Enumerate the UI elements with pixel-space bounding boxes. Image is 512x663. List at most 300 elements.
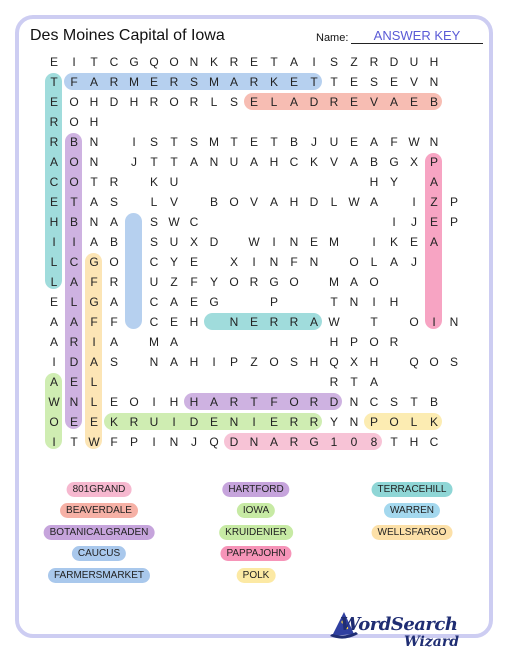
grid-letter: Y xyxy=(389,175,398,189)
grid-letter: P xyxy=(349,335,358,349)
grid-letter: A xyxy=(429,175,438,189)
grid-letter: F xyxy=(110,315,118,329)
grid-letter: L xyxy=(330,195,338,209)
grid-letter: O xyxy=(389,415,399,429)
grid-letter: 0 xyxy=(350,435,358,449)
grid-letter: O xyxy=(369,275,379,289)
grid-letter: E xyxy=(309,235,318,249)
grid-letter: W xyxy=(248,235,260,249)
grid-letter: H xyxy=(309,355,319,369)
grid-letter: P xyxy=(269,295,278,309)
grid-letter: N xyxy=(289,235,299,249)
grid-letter: Z xyxy=(350,55,358,69)
grid-letter: Z xyxy=(170,275,178,289)
logo-subtext: Wizard xyxy=(404,634,459,650)
grid-letter: S xyxy=(329,55,338,69)
grid-letter: Q xyxy=(209,435,219,449)
grid-letter: V xyxy=(369,95,378,109)
grid-letter: L xyxy=(270,95,278,109)
grid-letter: O xyxy=(349,255,359,269)
grid-letter: G xyxy=(129,55,139,69)
grid-letter: E xyxy=(349,75,358,89)
grid-letter: O xyxy=(429,355,439,369)
grid-letter: N xyxy=(169,435,179,449)
grid-letter: F xyxy=(270,395,278,409)
word-list-item: IOWA xyxy=(237,503,275,518)
grid-letter: A xyxy=(389,95,398,109)
grid-letter: R xyxy=(149,95,159,109)
grid-letter: H xyxy=(189,355,199,369)
grid-letter: T xyxy=(390,435,398,449)
grid-letter: T xyxy=(90,175,98,189)
grid-letter: Y xyxy=(169,255,178,269)
grid-letter: Q xyxy=(409,355,419,369)
grid-letter: I xyxy=(132,135,136,149)
grid-letter: H xyxy=(129,95,139,109)
grid-letter: H xyxy=(269,155,279,169)
grid-letter: O xyxy=(409,315,419,329)
grid-letter: U xyxy=(149,275,159,289)
grid-letter: A xyxy=(269,435,278,449)
grid-letter: A xyxy=(289,95,298,109)
grid-letter: F xyxy=(90,315,98,329)
grid-letter: H xyxy=(369,355,379,369)
grid-letter: E xyxy=(49,95,58,109)
grid-letter: F xyxy=(110,435,118,449)
word-list-item: WARREN xyxy=(384,503,440,518)
grid-letter: S xyxy=(189,75,198,89)
grid-letter: N xyxy=(349,295,359,309)
grid-letter: N xyxy=(309,255,319,269)
grid-letter: R xyxy=(69,335,79,349)
grid-letter: R xyxy=(289,415,299,429)
grid-letter: D xyxy=(229,435,239,449)
grid-letter: I xyxy=(312,55,316,69)
grid-letter: D xyxy=(109,95,119,109)
grid-letter: K xyxy=(269,75,278,89)
grid-letter: T xyxy=(250,395,258,409)
grid-letter: A xyxy=(89,195,98,209)
grid-letter: I xyxy=(172,415,176,429)
grid-letter: R xyxy=(49,135,59,149)
grid-letter: E xyxy=(389,75,398,89)
grid-letter: L xyxy=(90,395,98,409)
grid-letter: A xyxy=(169,295,178,309)
grid-letter: T xyxy=(330,75,338,89)
grid-letter: K xyxy=(309,155,318,169)
grid-letter: S xyxy=(449,355,458,369)
grid-letter: P xyxy=(429,155,438,169)
grid-letter: S xyxy=(289,355,298,369)
word-list-item: PAPPAJOHN xyxy=(220,546,291,561)
grid-letter: R xyxy=(49,115,59,129)
grid-letter: U xyxy=(169,175,179,189)
grid-letter: K xyxy=(109,415,118,429)
grid-letter: A xyxy=(369,195,378,209)
grid-letter: E xyxy=(89,415,98,429)
grid-letter: I xyxy=(72,235,76,249)
grid-letter: T xyxy=(150,155,158,169)
grid-letter: H xyxy=(409,435,419,449)
grid-letter: L xyxy=(50,275,58,289)
grid-letter: F xyxy=(90,275,98,289)
grid-letter: N xyxy=(149,355,159,369)
grid-letter: R xyxy=(329,375,339,389)
grid-letter: R xyxy=(329,95,339,109)
grid-letter: R xyxy=(269,315,279,329)
grid-letter: K xyxy=(389,235,398,249)
grid-letter: S xyxy=(149,135,158,149)
grid-letter: R xyxy=(109,175,119,189)
grid-letter: T xyxy=(230,135,238,149)
grid-letter: O xyxy=(269,355,279,369)
grid-letter: E xyxy=(49,55,58,69)
grid-letter: P xyxy=(229,355,238,369)
grid-letter: Q xyxy=(329,355,339,369)
grid-letter: D xyxy=(389,55,399,69)
grid-letter: J xyxy=(311,135,317,149)
grid-letter: F xyxy=(70,75,78,89)
grid-letter: H xyxy=(289,195,299,209)
grid-letter: E xyxy=(249,95,258,109)
grid-letter: C xyxy=(69,255,79,269)
grid-letter: J xyxy=(411,255,417,269)
grid-letter: X xyxy=(189,235,198,249)
grid-letter: T xyxy=(330,295,338,309)
grid-letter: W xyxy=(348,195,360,209)
grid-letter: R xyxy=(249,75,259,89)
grid-letter: T xyxy=(70,435,78,449)
grid-letter: C xyxy=(189,215,199,229)
grid-letter: A xyxy=(89,235,98,249)
grid-letter: O xyxy=(169,95,179,109)
grid-letter: W xyxy=(408,135,420,149)
grid-letter: M xyxy=(209,75,219,89)
grid-letter: I xyxy=(412,195,416,209)
grid-letter: O xyxy=(69,155,79,169)
grid-letter: O xyxy=(69,175,79,189)
grid-letter: L xyxy=(70,295,78,309)
grid-letter: N xyxy=(229,315,239,329)
grid-letter: A xyxy=(109,295,118,309)
grid-letter: T xyxy=(50,75,58,89)
grid-letter: H xyxy=(389,295,399,309)
grid-letter: R xyxy=(189,95,199,109)
grid-letter: N xyxy=(89,155,99,169)
grid-letter: K xyxy=(429,415,438,429)
word-list-item: TERRACEHILL xyxy=(372,482,453,497)
grid-letter: E xyxy=(49,295,58,309)
grid-letter: E xyxy=(189,255,198,269)
grid-letter: T xyxy=(410,395,418,409)
grid-letter: E xyxy=(189,295,198,309)
word-list-item: BEAVERDALE xyxy=(60,503,138,518)
grid-letter: V xyxy=(329,155,338,169)
grid-letter: T xyxy=(170,155,178,169)
grid-letter: F xyxy=(390,135,398,149)
grid-letter: N xyxy=(89,215,99,229)
grid-letter: A xyxy=(349,275,358,289)
grid-letter: L xyxy=(90,375,98,389)
grid-letter: A xyxy=(49,155,58,169)
grid-letter: S xyxy=(109,355,118,369)
grid-letter: A xyxy=(89,75,98,89)
grid-letter: I xyxy=(152,395,156,409)
grid-letter: A xyxy=(69,275,78,289)
grid-letter: A xyxy=(309,315,318,329)
grid-letter: A xyxy=(429,235,438,249)
grid-letter: I xyxy=(392,215,396,229)
grid-letter: N xyxy=(429,135,439,149)
grid-letter: M xyxy=(129,75,139,89)
grid-letter: R xyxy=(389,335,399,349)
grid-letter: Y xyxy=(209,275,218,289)
grid-letter: I xyxy=(372,295,376,309)
word-list-item: WELLSFARGO xyxy=(372,525,453,540)
answer-key-text: ANSWER KEY xyxy=(373,28,461,43)
grid-letter: E xyxy=(429,215,438,229)
grid-letter: L xyxy=(370,255,378,269)
grid-letter: O xyxy=(369,335,379,349)
word-list-item: POLK xyxy=(237,568,276,583)
grid-letter: I xyxy=(272,235,276,249)
word-list-item: BOTANICALGRADEN xyxy=(44,525,155,540)
grid-letter: A xyxy=(269,195,278,209)
grid-letter: C xyxy=(369,395,379,409)
grid-letter: A xyxy=(209,395,218,409)
grid-letter: E xyxy=(69,415,78,429)
grid-letter: D xyxy=(329,395,339,409)
grid-letter: R xyxy=(369,55,379,69)
grid-letter: V xyxy=(249,195,258,209)
grid-letter: O xyxy=(229,195,239,209)
grid-letter: L xyxy=(210,95,218,109)
grid-letter: N xyxy=(249,435,259,449)
grid-letter: U xyxy=(409,55,419,69)
grid-letter: O xyxy=(69,95,79,109)
grid-letter: A xyxy=(109,215,118,229)
grid-letter: N xyxy=(89,135,99,149)
grid-letter: T xyxy=(170,135,178,149)
grid-letter: B xyxy=(369,155,378,169)
grid-letter: U xyxy=(329,135,339,149)
grid-letter: R xyxy=(309,415,319,429)
grid-letter: Z xyxy=(250,355,258,369)
grid-letter: H xyxy=(49,215,59,229)
grid-letter: I xyxy=(432,315,436,329)
grid-letter: T xyxy=(370,315,378,329)
grid-letter: A xyxy=(289,55,298,69)
grid-letter: W xyxy=(328,315,340,329)
grid-letter: I xyxy=(92,335,96,349)
grid-letter: Y xyxy=(329,415,338,429)
word-list-item: CAUCUS xyxy=(72,546,126,561)
grid-letter: H xyxy=(429,55,439,69)
grid-letter: D xyxy=(69,355,79,369)
grid-letter: W xyxy=(88,435,100,449)
grid-letter: D xyxy=(189,415,199,429)
grid-letter: H xyxy=(169,395,179,409)
grid-letter: R xyxy=(289,435,299,449)
grid-letter: J xyxy=(131,155,137,169)
grid-letter: M xyxy=(329,235,339,249)
grid-letter: Q xyxy=(149,55,159,69)
worksheet-title: Des Moines Capital of Iowa xyxy=(30,27,225,44)
grid-letter: N xyxy=(189,55,199,69)
grid-letter: C xyxy=(149,295,159,309)
grid-letter: S xyxy=(389,395,398,409)
grid-letter: I xyxy=(72,55,76,69)
grid-letter: I xyxy=(52,355,56,369)
grid-letter: O xyxy=(129,395,139,409)
grid-letter: E xyxy=(209,415,218,429)
grid-letter: S xyxy=(369,75,378,89)
grid-letter: T xyxy=(70,195,78,209)
word-list-item: KRUIDENIER xyxy=(219,525,293,540)
grid-letter: M xyxy=(149,335,159,349)
grid-letter: W xyxy=(168,215,180,229)
grid-letter: N xyxy=(449,315,459,329)
grid-letter: I xyxy=(212,355,216,369)
grid-letter: S xyxy=(229,95,238,109)
grid-letter: A xyxy=(69,315,78,329)
grid-letter: N xyxy=(69,395,79,409)
grid-letter: R xyxy=(309,395,319,409)
grid-letter: A xyxy=(169,335,178,349)
grid-letter: N xyxy=(269,255,279,269)
grid-letter: X xyxy=(349,355,358,369)
grid-letter: O xyxy=(169,55,179,69)
grid-letter: L xyxy=(410,415,418,429)
grid-letter: B xyxy=(209,195,218,209)
grid-letter: P xyxy=(369,415,378,429)
grid-letter: R xyxy=(249,275,259,289)
grid-letter: E xyxy=(289,75,298,89)
grid-letter: A xyxy=(49,375,58,389)
grid-letter: C xyxy=(109,55,119,69)
grid-letter: X xyxy=(229,255,238,269)
name-underline xyxy=(351,43,483,44)
grid-letter: N xyxy=(229,415,239,429)
grid-letter: T xyxy=(270,135,278,149)
grid-letter: A xyxy=(369,375,378,389)
grid-letter: S xyxy=(189,135,198,149)
grid-letter: B xyxy=(69,215,78,229)
grid-letter: I xyxy=(252,255,256,269)
word-list-item: HARTFORD xyxy=(222,482,289,497)
grid-letter: O xyxy=(109,255,119,269)
grid-letter: A xyxy=(249,155,258,169)
grid-letter: R xyxy=(109,75,119,89)
grid-letter: H xyxy=(89,115,99,129)
grid-letter: K xyxy=(149,175,158,189)
grid-letter: I xyxy=(152,435,156,449)
word-list-item: FARMERSMARKET xyxy=(48,568,150,583)
grid-letter: G xyxy=(389,155,399,169)
grid-letter: S xyxy=(149,215,158,229)
grid-letter: C xyxy=(149,255,159,269)
grid-letter: E xyxy=(49,195,58,209)
grid-letter: H xyxy=(369,175,379,189)
grid-letter: B xyxy=(429,95,438,109)
grid-letter: E xyxy=(249,135,258,149)
grid-letter: I xyxy=(52,235,56,249)
grid-letter: A xyxy=(169,355,178,369)
grid-letter: O xyxy=(229,275,239,289)
grid-letter: 1 xyxy=(330,435,338,449)
grid-letter: V xyxy=(169,195,178,209)
grid-letter: B xyxy=(289,135,298,149)
grid-letter: P xyxy=(449,195,458,209)
grid-letter: Z xyxy=(430,195,438,209)
grid-letter: E xyxy=(349,135,358,149)
grid-letter: O xyxy=(49,415,59,429)
logo-wordmark: WordSearch xyxy=(340,614,458,635)
grid-letter: U xyxy=(169,235,179,249)
grid-letter: N xyxy=(209,155,219,169)
name-label: Name: xyxy=(316,32,349,44)
grid-letter: C xyxy=(289,155,299,169)
grid-letter: B xyxy=(429,395,438,409)
grid-letter: F xyxy=(290,255,298,269)
grid-letter: G xyxy=(89,295,99,309)
grid-letter: E xyxy=(409,235,418,249)
grid-letter: G xyxy=(209,295,219,309)
grid-letter: R xyxy=(229,55,239,69)
grid-letter: L xyxy=(50,255,58,269)
grid-letter: A xyxy=(49,315,58,329)
grid-letter: S xyxy=(149,235,158,249)
grid-letter: M xyxy=(209,135,219,149)
grid-letter: R xyxy=(109,275,119,289)
grid-letter: T xyxy=(270,55,278,69)
grid-letter: J xyxy=(411,215,417,229)
grid-letter: E xyxy=(69,375,78,389)
grid-letter: E xyxy=(409,95,418,109)
grid-letter: V xyxy=(409,75,418,89)
grid-letter: G xyxy=(269,275,279,289)
grid-letter: E xyxy=(169,315,178,329)
grid-letter: C xyxy=(429,435,439,449)
grid-letter: R xyxy=(169,75,179,89)
grid-letter: A xyxy=(109,335,118,349)
grid-letter: E xyxy=(249,55,258,69)
grid-letter: A xyxy=(89,355,98,369)
grid-letter: A xyxy=(349,155,358,169)
grid-letter: R xyxy=(289,315,299,329)
grid-letter: B xyxy=(109,235,118,249)
grid-letter: U xyxy=(229,155,239,169)
grid-letter: N xyxy=(349,415,359,429)
grid-letter: D xyxy=(209,235,219,249)
word-list-item: 801GRAND xyxy=(67,482,132,497)
grid-letter: P xyxy=(449,215,458,229)
grid-letter: R xyxy=(229,395,239,409)
grid-letter: F xyxy=(190,275,198,289)
grid-letter: A xyxy=(189,155,198,169)
grid-letter: T xyxy=(310,75,318,89)
grid-letter: E xyxy=(269,415,278,429)
grid-letter: A xyxy=(389,255,398,269)
grid-letter: A xyxy=(229,75,238,89)
grid-letter: N xyxy=(349,395,359,409)
grid-letter: G xyxy=(309,435,319,449)
grid-letter: A xyxy=(369,135,378,149)
grid-letter: T xyxy=(350,375,358,389)
grid-letter: I xyxy=(252,415,256,429)
grid-letter: K xyxy=(209,55,218,69)
grid-letter: 8 xyxy=(370,435,378,449)
